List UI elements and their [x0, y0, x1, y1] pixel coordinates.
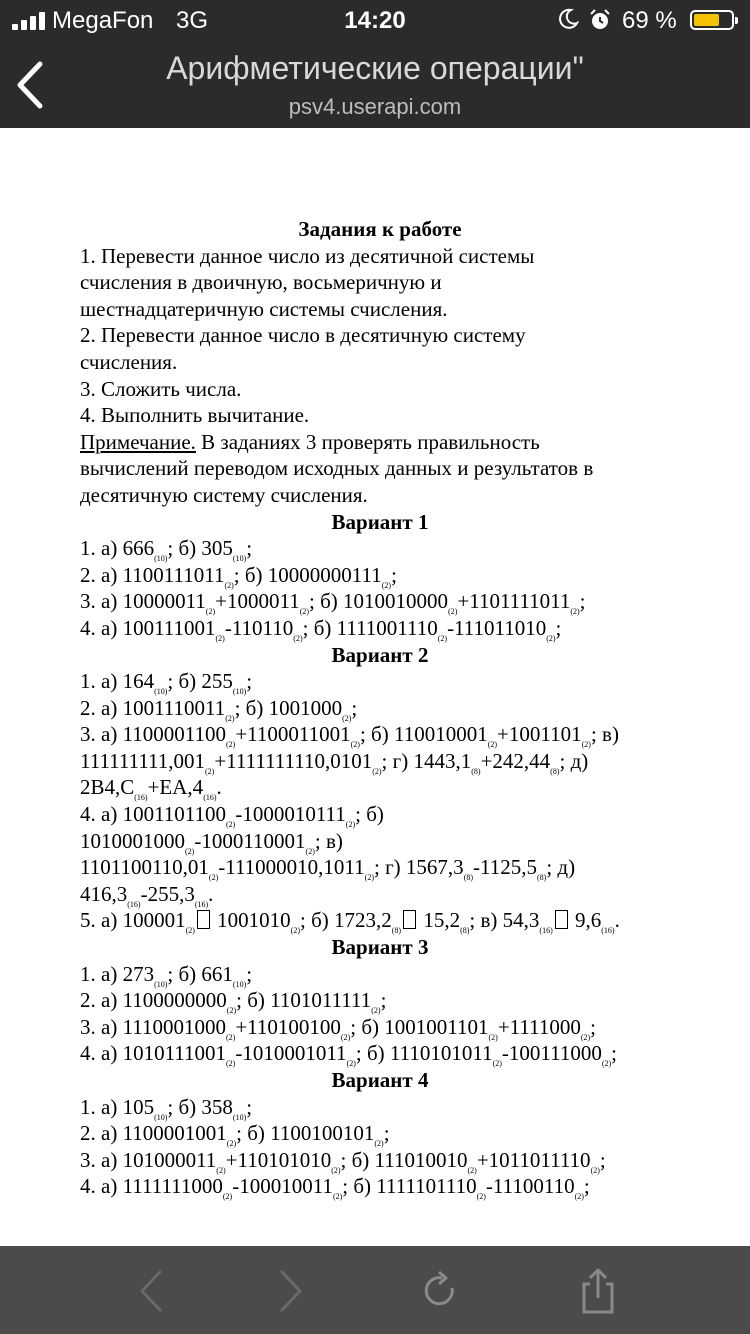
exercise-text: +110100100	[235, 1014, 341, 1039]
exercise-text: 2. а) 1001110011	[80, 695, 226, 720]
exercise-text: ; б) 1010010000	[309, 589, 449, 614]
exercise-text: .	[208, 881, 214, 906]
exercise-text: .	[216, 775, 222, 800]
exercise-text: 3. а) 1100001100	[80, 722, 227, 747]
do-not-disturb-moon-icon	[557, 8, 579, 30]
radix-subscript: (16)	[601, 926, 615, 936]
exercise-text: ; б) 255	[167, 669, 233, 694]
exercise-line	[80, 668, 680, 695]
radix-subscript: (2)	[488, 1032, 498, 1042]
radix-subscript: (2)	[581, 740, 591, 750]
radix-subscript: (2)	[205, 607, 216, 617]
radix-subscript: (8)	[463, 873, 474, 883]
exercise-line	[80, 828, 680, 855]
exercise-text: -1000010111	[235, 802, 346, 827]
exercise-text: ; г) 1567,3	[373, 855, 464, 880]
radix-subscript: (2)	[492, 1059, 502, 1069]
exercise-text: ; б) 1101011111	[236, 988, 372, 1013]
document-heading: Задания к работе	[298, 217, 462, 241]
task-line: счисления в двоичную, восьмеричную и	[80, 270, 442, 295]
radix-subscript: (2)	[185, 926, 195, 936]
radix-subscript: (10)	[232, 554, 247, 564]
radix-subscript: (10)	[154, 979, 168, 989]
carrier-name: MegaFon	[52, 7, 154, 34]
exercise-line	[80, 907, 680, 934]
exercise-text: ;	[246, 536, 253, 561]
exercise-text: -111011010	[447, 615, 547, 640]
top-bar	[0, 0, 750, 128]
page-title: Арифметические операции"	[166, 50, 584, 86]
exercise-line	[80, 695, 680, 722]
radix-subscript: (8)	[460, 926, 470, 936]
alarm-clock-icon	[588, 8, 612, 32]
radix-subscript: (2)	[487, 740, 498, 750]
exercise-line	[80, 615, 680, 642]
exercise-text: -100010011	[232, 1174, 333, 1199]
unrendered-symbol-box	[555, 910, 568, 929]
exercise-text: +1111000	[497, 1014, 581, 1039]
exercise-text: 2. а) 1100000000	[80, 988, 227, 1013]
radix-subscript: (2)	[293, 633, 303, 643]
radix-subscript: (2)	[216, 1165, 226, 1175]
radix-subscript: (2)	[340, 1032, 351, 1042]
radix-subscript: (10)	[232, 687, 247, 697]
radix-subscript: (2)	[437, 633, 448, 643]
exercise-text: ; б) 305	[167, 536, 233, 561]
radix-subscript: (2)	[215, 633, 225, 643]
exercise-text: 416,3	[80, 881, 128, 906]
radix-subscript: (2)	[225, 713, 235, 723]
radix-subscript: (2)	[226, 1139, 237, 1149]
radix-subscript: (2)	[305, 846, 315, 856]
exercise-text: 3. а) 10000011	[80, 589, 206, 614]
radix-subscript: (2)	[364, 873, 374, 883]
radix-subscript: (16)	[194, 899, 209, 909]
radix-subscript: (2)	[345, 820, 356, 830]
exercise-text: +EA,4	[147, 775, 204, 800]
radix-subscript: (8)	[471, 766, 481, 776]
radix-subscript: (2)	[374, 1139, 384, 1149]
exercise-text: 1001010	[211, 908, 291, 933]
exercise-text: +242,44	[480, 748, 551, 773]
radix-subscript: (2)	[208, 873, 219, 883]
variants-list	[80, 509, 680, 1200]
exercise-text: ; б) 358	[167, 1094, 233, 1119]
radix-subscript: (8)	[550, 766, 560, 776]
exercise-text: 1101100110,01	[80, 855, 209, 880]
radix-subscript: (10)	[232, 979, 247, 989]
radix-subscript: (2)	[224, 580, 234, 590]
exercise-text: ; д)	[559, 748, 589, 773]
battery-level-fill	[694, 14, 719, 26]
exercise-text: 9,6	[569, 908, 602, 933]
variant-title: Вариант 4	[331, 1068, 429, 1092]
radix-subscript: (2)	[371, 1006, 381, 1016]
exercise-text: 2B4,C	[80, 775, 135, 800]
exercise-text: 2. а) 1100001001	[80, 1121, 227, 1146]
exercise-line	[80, 1094, 680, 1121]
reload-icon[interactable]	[412, 1266, 468, 1316]
radix-subscript: (10)	[154, 1112, 168, 1122]
exercise-text: +1101111011	[457, 589, 571, 614]
back-arrow-icon[interactable]	[124, 1266, 180, 1316]
battery-icon	[690, 10, 734, 30]
radix-subscript: (10)	[232, 1112, 247, 1122]
network-type: 3G	[176, 7, 209, 34]
exercise-text: +1000011	[215, 589, 300, 614]
exercise-text: 4. а) 1010111001	[80, 1041, 227, 1066]
unrendered-symbol-box	[197, 910, 210, 929]
exercise-text: 1. а) 164	[80, 669, 155, 694]
exercise-line	[80, 1173, 680, 1200]
radix-subscript: (2)	[350, 740, 360, 750]
variant-title: Вариант 3	[331, 935, 429, 960]
exercise-text: -1125,5	[473, 855, 537, 880]
exercise-text: 5. а) 100001	[80, 908, 186, 933]
battery-percent: 69 %	[622, 7, 677, 34]
note-line	[80, 429, 680, 456]
task-line: 2. Перевести данное число в десятичную систему	[80, 323, 526, 348]
exercise-text: ; б) 1100100101	[236, 1121, 375, 1146]
radix-subscript: (2)	[342, 713, 352, 723]
exercise-text: 1. а) 105	[80, 1094, 155, 1119]
radix-subscript: (2)	[332, 1192, 343, 1202]
radix-subscript: (8)	[536, 873, 547, 883]
status-time: 14:20	[344, 7, 406, 34]
exercise-text: 111111111,001	[80, 748, 206, 773]
radix-subscript: (16)	[539, 926, 553, 936]
exercise-text: -100111000	[501, 1041, 602, 1066]
radix-subscript: (2)	[570, 607, 580, 617]
exercise-text: ;	[583, 1174, 590, 1199]
exercise-text: +1011011110	[476, 1147, 591, 1172]
exercise-line	[80, 535, 680, 562]
exercise-text: 4. а) 100111001	[80, 615, 216, 640]
exercise-text: ; в)	[314, 828, 343, 853]
radix-subscript: (2)	[290, 926, 300, 936]
exercise-line	[80, 562, 680, 589]
exercise-text: ; б) 1001001101	[350, 1014, 489, 1039]
exercise-text: 3. а) 101000011	[80, 1147, 217, 1172]
radix-subscript: (16)	[127, 899, 141, 909]
exercise-line	[80, 721, 680, 748]
exercise-text: -11100110	[485, 1174, 575, 1199]
exercise-text: 3. а) 1110001000	[80, 1014, 227, 1039]
exercise-text: ; б)	[355, 802, 384, 827]
radix-subscript: (2)	[590, 1165, 600, 1175]
radix-subscript: (16)	[134, 793, 148, 803]
exercise-text: +1100011001	[235, 722, 351, 747]
radix-subscript: (2)	[574, 1192, 584, 1202]
note-text: В заданиях 3 проверять правильность	[195, 429, 540, 454]
exercise-line	[80, 881, 680, 908]
task-line: счисления.	[80, 349, 178, 374]
status-bar	[0, 0, 750, 42]
exercise-text: ; б) 1001000	[234, 695, 343, 720]
exercise-line	[80, 774, 680, 801]
share-icon[interactable]	[570, 1266, 626, 1316]
radix-subscript: (2)	[222, 1192, 233, 1202]
exercise-text: ; в)	[590, 722, 619, 747]
radix-subscript: (8)	[391, 926, 402, 936]
exercise-text: ;	[599, 1147, 606, 1172]
exercise-text: ;	[380, 988, 387, 1013]
exercise-line	[80, 1014, 680, 1041]
exercise-text: 2. а) 1100111011	[80, 562, 225, 587]
exercise-line	[80, 588, 680, 615]
exercise-text: ; б) 661	[167, 961, 233, 986]
exercise-line	[80, 854, 680, 881]
exercise-text: 1010001000	[80, 828, 185, 853]
exercise-text: ; б) 1723,2	[299, 908, 392, 933]
exercise-text: 15,2	[418, 908, 461, 933]
exercise-text: 1. а) 666	[80, 536, 155, 561]
radix-subscript: (2)	[448, 607, 458, 617]
unrendered-symbol-box	[403, 910, 416, 929]
radix-subscript: (2)	[580, 1032, 591, 1042]
exercise-text: 4. а) 1111111000	[80, 1174, 223, 1199]
exercise-text: ; б) 1111001110	[302, 615, 438, 640]
exercise-text: ;	[391, 562, 397, 587]
exercise-text: +1001101	[497, 722, 582, 747]
exercise-text: ;	[351, 695, 358, 720]
exercise-text: ;	[383, 1121, 390, 1146]
task-line: шестнадцатеричную системы счисления.	[80, 296, 448, 321]
exercise-text: -110110	[224, 615, 294, 640]
exercise-text: -255,3	[140, 881, 195, 906]
exercise-text: -111000010,1011	[218, 855, 365, 880]
exercise-line	[80, 1120, 680, 1147]
task-line: 4. Выполнить вычитание.	[80, 403, 310, 428]
exercise-text: ; б) 110010001	[359, 722, 488, 747]
radix-subscript: (2)	[381, 580, 392, 590]
radix-subscript: (2)	[467, 1165, 477, 1175]
exercise-text: -1010001011	[235, 1041, 347, 1066]
radix-subscript: (2)	[226, 1032, 236, 1042]
exercise-line	[80, 801, 680, 828]
variant-title: Вариант 2	[331, 642, 429, 667]
radix-subscript: (2)	[205, 766, 215, 776]
exercise-text: ;	[246, 961, 253, 986]
note-line: десятичную систему счисления.	[80, 482, 368, 507]
exercise-text: ; д)	[546, 855, 576, 880]
page-url: psv4.userapi.com	[288, 94, 462, 119]
exercise-text: ;	[579, 589, 586, 614]
task-line: 3. Сложить числа.	[80, 376, 242, 401]
variant-title: Вариант 1	[331, 509, 429, 534]
forward-arrow-icon[interactable]	[262, 1266, 318, 1316]
exercise-text: ; в) 54,3	[469, 908, 540, 933]
exercise-text: ;	[611, 1041, 618, 1066]
radix-subscript: (16)	[203, 793, 217, 803]
bottom-toolbar	[0, 1246, 750, 1334]
exercise-text: ; б) 1111101110	[342, 1174, 477, 1199]
exercise-text: +110101010	[225, 1147, 332, 1172]
exercise-line	[80, 1147, 680, 1174]
exercise-text: ;	[246, 669, 253, 694]
radix-subscript: (2)	[226, 1059, 236, 1069]
exercise-text: ; б) 10000000111	[233, 562, 382, 587]
exercise-text: ;	[590, 1014, 596, 1039]
exercise-text: 4. а) 1001101100	[80, 802, 227, 827]
exercise-text: ; г) 1443,1	[381, 748, 472, 773]
exercise-line	[80, 987, 680, 1014]
exercise-line	[80, 1040, 680, 1067]
radix-subscript: (10)	[154, 687, 168, 697]
exercise-text: ; б) 111010010	[340, 1147, 468, 1172]
radix-subscript: (2)	[185, 846, 195, 856]
exercise-text: 1. а) 273	[80, 961, 155, 986]
radix-subscript: (2)	[331, 1165, 341, 1175]
note-label: Примечание.	[80, 429, 196, 454]
radix-subscript: (2)	[299, 607, 310, 617]
radix-subscript: (2)	[372, 766, 382, 776]
radix-subscript: (2)	[546, 633, 556, 643]
exercise-line	[80, 961, 680, 988]
exercise-text: ; б) 1110101011	[355, 1041, 493, 1066]
radix-subscript: (2)	[226, 740, 236, 750]
radix-subscript: (10)	[154, 554, 168, 564]
note-line: вычислений переводом исходных данных и результатов в	[80, 456, 594, 481]
exercise-text: +1111111110,0101	[214, 748, 373, 773]
radix-subscript: (2)	[476, 1192, 486, 1202]
document-body	[80, 216, 680, 1200]
exercise-text: .	[614, 908, 620, 933]
radix-subscript: (2)	[346, 1059, 356, 1069]
exercise-text: -1000110001	[194, 828, 306, 853]
task-line: 1. Перевести данное число из десятичной системы	[80, 243, 535, 268]
exercise-text: ;	[555, 615, 562, 640]
exercise-text: ;	[246, 1094, 253, 1119]
radix-subscript: (2)	[226, 820, 236, 830]
radix-subscript: (2)	[226, 1006, 237, 1016]
radix-subscript: (2)	[601, 1059, 612, 1069]
exercise-line	[80, 748, 680, 775]
